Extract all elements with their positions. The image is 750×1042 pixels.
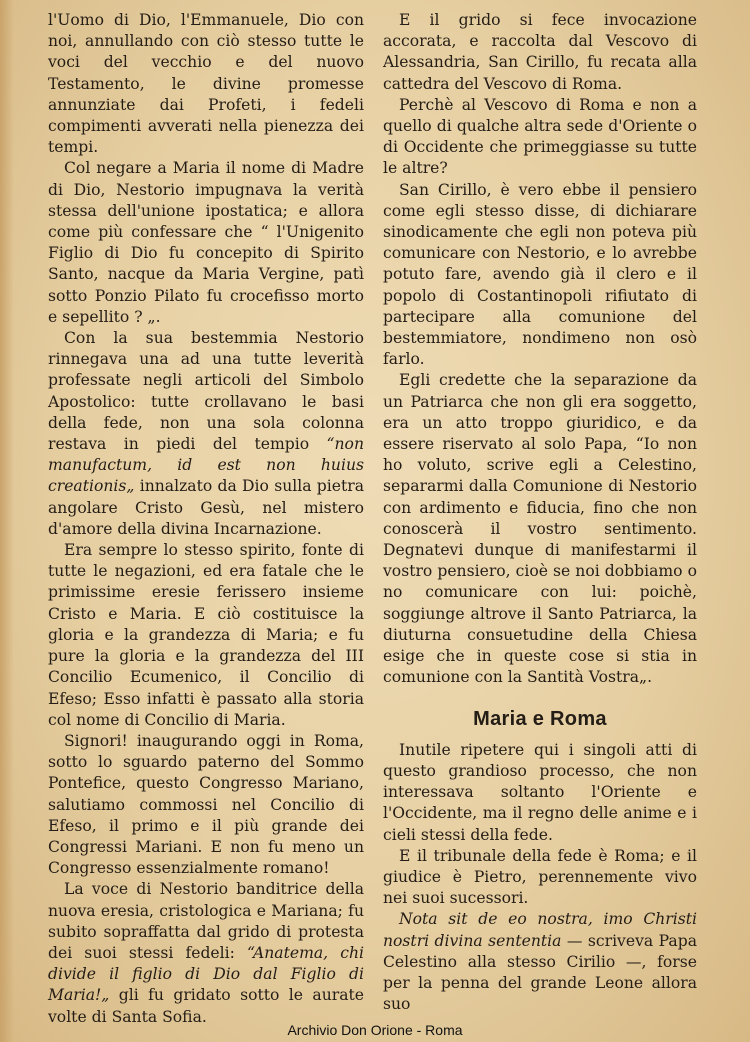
paragraph xyxy=(48,879,364,1027)
paragraph: Era sempre lo stesso spirito, fonte di tutte le negazioni, ed era fatale che le primissime eresie ferissero insieme Cristo e Maria. E ciò costituisce la gloria e la grandezza di Maria; e fu pure la gloria e la grandezza del III Concilio Ecumenico, il Concilio di Efeso; Esso infatti è passato alla storia col nome di Concilio di Maria. xyxy=(48,541,364,729)
left-text-column xyxy=(48,10,364,1028)
latin-quote: Nota sit de eo nostra, imo Christi nostri divina sententia xyxy=(383,910,697,950)
text-run: La voce di Nestorio banditrice della nuova eresia, cristologica e Mariana; fu subito sopraffatta dal grido di protesta dei suoi stessi fedeli: xyxy=(48,880,364,962)
text-run: gli fu gridato sotto le aurate volte di Santa Sofia. xyxy=(48,986,364,1026)
paragraph: Signori! inaugurando oggi in Roma, sotto lo sguardo paterno del Sommo Pontefice, questo Congresso Mariano, salutiamo commossi nel Concilio di Efeso, il primo e il più grande dei Congressi Mariani. E non fu meno un Congresso essenzialmente romano! xyxy=(48,731,364,878)
paragraph xyxy=(48,328,364,540)
paragraph: E il grido si fece invocazione accorata, e raccolta dal Vescovo di Alessandria, San Cirillo, fu recata alla cattedra del Vescovo di Roma. xyxy=(383,11,697,93)
paragraph: San Cirillo, è vero ebbe il pensiero come egli stesso disse, di dichiarare sinodicamente che egli non poteva più comunicare con Nestorio, e lo avrebbe potuto fare, avendo già il clero e il popolo di Costantinopoli rifiutato di partecipare alla comunione del bestemmiatore, nondimeno non osò farlo. xyxy=(383,180,697,369)
paragraph xyxy=(383,909,697,1015)
italic-quote: “Anatema, chi divide il figlio di Dio dal Figlio di Maria!„ xyxy=(48,943,364,1005)
text-run: — scriveva Papa Celestino alla stesso Cirilio —, forse per la penna del grande Leone allora suo xyxy=(383,931,697,1014)
section-heading: Maria e Roma xyxy=(473,707,607,730)
paragraph: E il tribunale della fede è Roma; e il giudice è Pietro, perennemente vivo nei suoi sucessori. xyxy=(383,846,697,908)
archive-footer: Archivio Don Orione - Roma xyxy=(287,1022,463,1038)
latin-quote: “non manufactum, id est non huius creationis„ xyxy=(48,435,364,496)
text-run: innalzato da Dio sulla pietra angolare Cristo Gesù, nel mistero d'amore della divina Incarnazione. xyxy=(48,477,364,538)
paragraph: Perchè al Vescovo di Roma e non a quello di qualche altra sede d'Oriente o di Occidente che primeggiasse su tutte le altre? xyxy=(383,95,697,178)
paragraph: Inutile ripetere qui i singoli atti di questo grandioso processo, che non interessava soltanto l'Oriente e l'Occidente, ma il regno delle anime e i cieli stessi della fede. xyxy=(383,740,697,844)
right-text-column xyxy=(383,10,697,1015)
text-run: Con la sua bestemmia Nestorio rinnegava una ad una tutte leverità professate negli articoli del Simbolo Apostolico: tutte crollavano le basi della fede, non una sola colonna restava in piedi del tempio xyxy=(48,329,364,454)
paragraph: Egli credette che la separazione da un Patriarca che non gli era soggetto, era un atto troppo giuridico, e da essere riservato al solo Papa, “Io non ho voluto, scrive egli a Celestino, separarmi dalla Comunione di Nestorio con ardimento e fiducia, fino che non conoscerà il vostro sentimento. Degnatevi dunque di manifestarmi il vostro pensiero, cioè se noi dobbiamo o no comunicare con lui: poichè, soggiunge altrove il Santo Patriarca, la diuturna consuetudine della Chiesa esige che in queste cose si stia in comunione con la Santità Vostra„. xyxy=(383,371,697,687)
paragraph: l'Uomo di Dio, l'Emmanuele, Dio con noi, annullando con ciò stesso tutte le voci del vecchio e del nuovo Testamento, le divine promesse annunziate dai Profeti, i fedeli compimenti avverati nella pienezza dei tempi. xyxy=(48,11,364,157)
page-edge-shadow xyxy=(0,0,14,1042)
paragraph: Col negare a Maria il nome di Madre di Dio, Nestorio impugnava la verità stessa dell'unione ipostatica; e allora come più confessare che “ l'Unigenito Figlio di Dio fu concepito di Spirito Santo, nacque da Maria Vergine, patì sotto Ponzio Pilato fu crocefisso morto e sepellito ? „. xyxy=(48,159,364,326)
